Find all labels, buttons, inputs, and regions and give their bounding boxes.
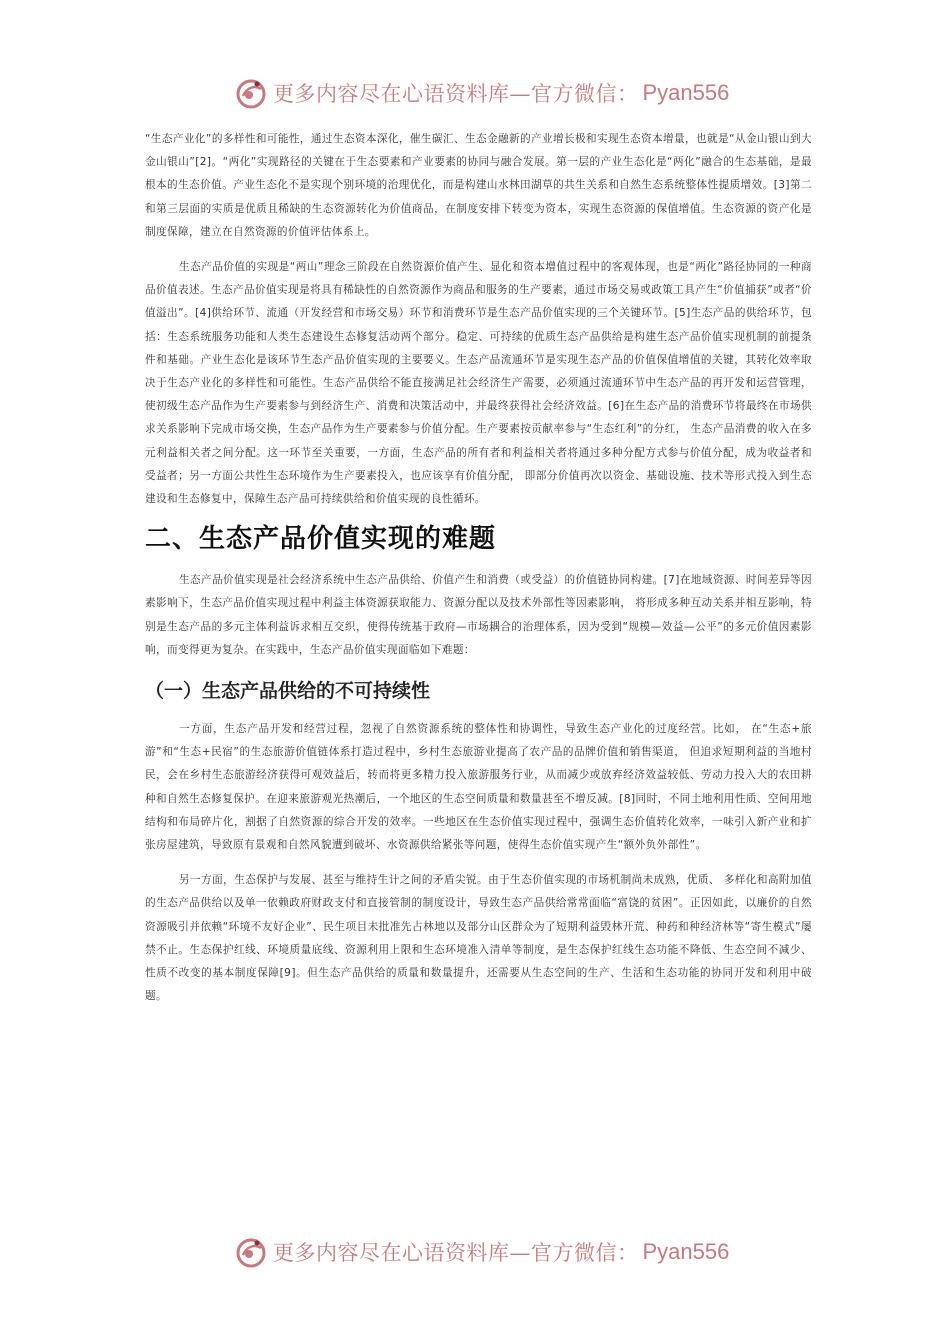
- intro-paragraph-1: “生态产业化”的多样性和可能性，通过生态资本深化，催生碳汇、生态金融新的产业增长极和实现生态资本增量，也就是“从金山银山到大金山银山”[2]。“两化”实现路径的关键在于生态要素和产业要素的协同与融合发展。第一层的产业生态化是“两化”融合的生态基础，是最根本的生态价值。产业生态化不是实现个别环境的治理优化，而是构建山水林田湖草的共生关系和自然生态系统整体性提质增效。[3]第二和第三层面的实质是优质且稀缺的生态资源转化为价值商品，在制度安排下转变为资本，实现生态资源的保值增值。生态资源的资产化是制度保障，建立在自然资源的价值评估体系上。: [145, 133, 812, 238]
- section-heading: 二、生态产品价值实现的难题: [145, 524, 497, 555]
- section-paragraph: 生态产品价值实现是社会经济系统中生态产品供给、价值产生和消费（或受益）的价值链协同构建。[7]在地域资源、时间差异等因素影响下，生态产品价值实现过程中利益主体资源获取能力、资源分配以及技术外部性等因素影响， 将形成多种互动关系并相互影响，特别是生态产品的多元主体利益诉求相互交织，使得传统基于政府—市场耦合的治理体系，因为受到“规模—效益—公平”的多元价值因素影响，而变得更为复杂。在实践中，生态产品价值实现面临如下难题：: [145, 574, 812, 656]
- brush-logo-icon: [233, 1234, 269, 1270]
- banner-wechat-id: Pyan556: [642, 1239, 730, 1264]
- document-body: [145, 128, 812, 1009]
- banner-text: 更多内容尽在心语资料库—官方微信：: [273, 1241, 639, 1265]
- subsection-paragraph-1: 一方面，生态产品开发和经营过程，忽视了自然资源系统的整体性和协调性，导致生态产业化的过度经营。比如， 在“生态+旅游”和“生态+民宿”的生态旅游价值链体系打造过程中，乡村生态旅游业提高了农产品的品牌价值和销售渠道， 但追求短期利益的当地村民，会在乡村生态旅游经济获得可观效益后，转而将更多精力投入旅游服务行业，从而减少或放弃经济效益较低、劳动力投入大的农田耕种和自然生态修复保护。在迎来旅游观光热潮后，一个地区的生态空间质量和数量甚至不增反减。[8]同时，不同土地利用性质、空间用地结构和布局碎片化，割据了自然资源的综合开发的效率。一些地区在生态价值实现过程中，强调生态价值转化效率，一味引入新产业和扩张房屋建筑，导致原有景观和自然风貌遭到破坏、水资源供给紧张等问题，使得生态价值实现产生“额外负外部性”。: [145, 723, 812, 852]
- subsection-heading: （一）生态产品供给的不可持续性: [145, 680, 431, 703]
- banner-text: 更多内容尽在心语资料库—官方微信：: [273, 82, 639, 106]
- bottom-watermark-banner: [0, 1232, 950, 1272]
- banner-wechat-id: Pyan556: [642, 80, 730, 105]
- top-watermark-banner: [0, 73, 950, 113]
- intro-paragraph-2: 生态产品价值的实现是“两山”理念三阶段在自然资源价值产生、显化和资本增值过程中的客观体现，也是“两化”路径协同的一种商品价值表述。生态产品价值实现是将具有稀缺性的自然资源作为商品和服务的生产要素，通过市场交易或政策工具产生“价值捕获”或者“价值溢出”。[4]供给环节、流通（开发经营和市场交易）环节和消费环节是生态产品价值实现的三个关键环节。[5]生态产品的供给环节，包括：生态系统服务功能和人类生态建设生态修复活动两个部分。稳定、可持续的优质生态产品供给是构建生态产品价值实现机制的前提条件和基础。产业生态化是该环节生态产品价值实现的主要要义。生态产品流通环节是实现生态产品的价值保值增值的关键，其转化效率取决于生态产业化的多样性和可能性。生态产品供给不能直接满足社会经济生产需要，必须通过流通环节中生态产品的再开发和运营管理，使初级生态产品作为生产要素参与到经济生产、消费和决策活动中，并最终获得社会经济效益。[6]在生态产品的消费环节将最终在市场供求关系影响下完成市场交换，生态产品作为生产要素参与价值分配。生产要素按贡献率参与“生态红利”的分红， 生态产品消费的收入在多元利益相关者之间分配。这一环节至关重要，一方面，生态产品的所有者和利益相关者将通过多种分配方式参与价值分配，成为收益者和受益者；另一方面公共性生态环境作为生产要素投入，也应该享有价值分配， 即部分价值再次以资金、基础设施、技术等形式投入到生态建设和生态修复中，保障生态产品可持续供给和价值实现的良性循环。: [145, 261, 812, 506]
- subsection-paragraph-2: 另一方面，生态保护与发展、甚至与维持生计之间的矛盾尖锐。由于生态价值实现的市场机制尚未成熟，优质、 多样化和高附加值的生态产品供给以及单一依赖政府财政支付和直接管制的制度设计，导致生态产品供给常常面临“富饶的贫困”。正因如此，以廉价的自然资源吸引并依赖“环境不友好企业”、民生项目未批准先占林地以及部分山区群众为了短期利益毁林开荒、种药和种经济林等“寄生模式”屡禁不止。生态保护红线、环境质量底线、资源利用上限和生态环境准入清单等制度，是生态保护红线生态功能不降低、生态空间不减少、性质不改变的基本制度保障[9]。但生态产品供给的质量和数量提升，还需要从生态空间的生产、生活和生态功能的协同开发和利用中破题。: [145, 874, 812, 1003]
- brush-logo-icon: [233, 75, 269, 111]
